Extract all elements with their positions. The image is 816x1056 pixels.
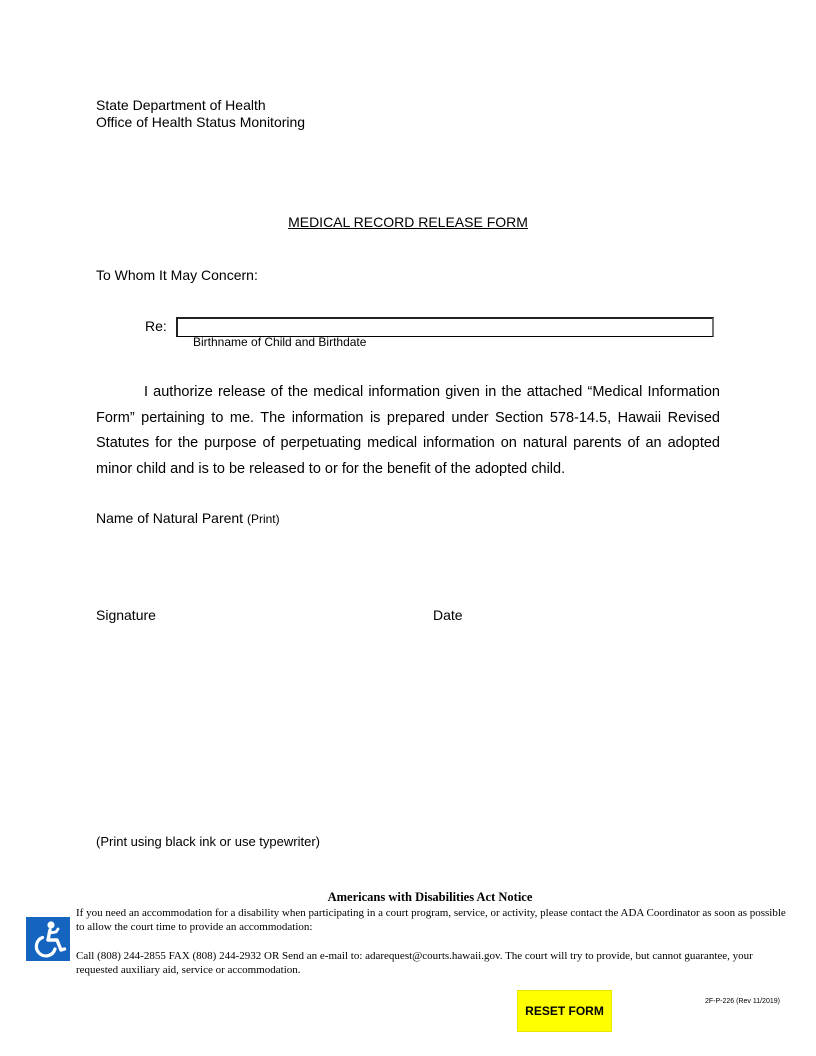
ada-notice-heading: Americans with Disabilities Act Notice: [327, 890, 533, 904]
date-label: Date: [433, 607, 463, 623]
form-revision-code: 2F-P-226 (Rev 11/2019): [705, 998, 780, 1005]
wheelchair-accessibility-icon: [26, 917, 70, 961]
ada-contact-paragraph: Call (808) 244-2855 FAX (808) 244-2932 OR Send an e-mail to: adarequest@courts.hawaii.gov. The court will try to provide, but cannot guarantee, your requested auxiliary aid, service or accommodation.: [76, 950, 753, 976]
date-input[interactable]: [433, 575, 717, 607]
ada-notice-paragraph: If you need an accommodation for a disability when participating in a court program, service, or activity, please contact the ADA Coordinator as soon as possible to allow the court time to provide an accommodation:: [76, 907, 786, 933]
agency-header: [96, 97, 305, 131]
authorization-paragraph: I authorize release of the medical information given in the attached “Medical Information Form” pertaining to me. The information is prepared under Section 578-14.5, Hawaii Revised Statutes for the purpose of perpetuating medical information on natural parents of an adopted minor child and is to be released to or for the benefit of the adopted child.: [96, 384, 720, 477]
page-title: MEDICAL RECORD RELEASE FORM: [288, 214, 528, 230]
signature-label: Signature: [96, 607, 156, 623]
print-instructions: (Print using black ink or use typewriter): [96, 834, 320, 849]
re-label: Re:: [145, 318, 167, 334]
natural-parent-label: [96, 510, 280, 526]
signature-input[interactable]: [96, 575, 410, 607]
agency-name: State Department of Health: [96, 97, 266, 113]
office-name: Office of Health Status Monitoring: [96, 114, 306, 130]
natural-parent-label-text: Name of Natural Parent: [96, 510, 244, 526]
print-hint: (Print): [246, 512, 280, 526]
natural-parent-name-input[interactable]: [96, 528, 720, 570]
child-birthname-birthdate-input[interactable]: [176, 317, 714, 337]
reset-form-button[interactable]: RESET FORM: [517, 990, 612, 1032]
salutation: To Whom It May Concern:: [96, 267, 258, 283]
re-field-caption: Birthname of Child and Birthdate: [193, 335, 367, 349]
